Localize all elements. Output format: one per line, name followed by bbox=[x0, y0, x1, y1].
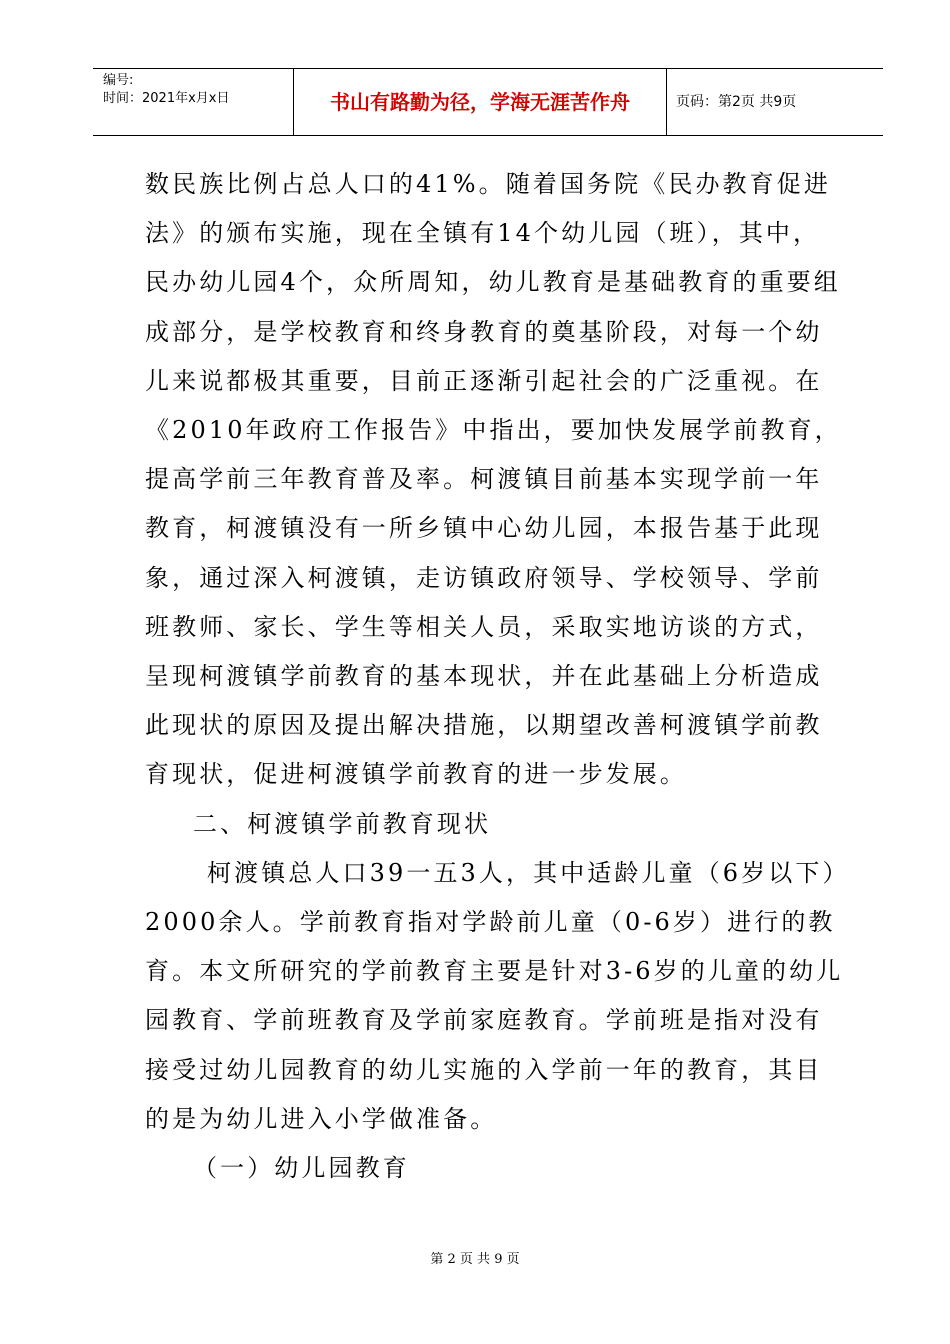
page-header bbox=[93, 68, 883, 136]
body-paragraph: 柯渡镇总人口39一五3人，其中适龄儿童（6岁以下）2000余人。学前教育指对学龄前儿童（0-6岁）进行的教育。本文所研究的学前教育主要是针对3-6岁的儿童的幼儿园教育、学前班教育及学前家庭教育。学前班是指对没有接受过幼儿园教育的幼儿实施的入学前一年的教育，其目的是为幼儿进入小学做准备。 bbox=[145, 858, 844, 1133]
document-time-label: 时间：2021年x月x日 bbox=[103, 91, 230, 106]
document-number-label: 编号: bbox=[103, 73, 134, 88]
page-footer: 第 2 页 共 9 页 bbox=[430, 1252, 520, 1267]
header-meta-cell bbox=[93, 69, 294, 135]
body-paragraph: 数民族比例占总人口的41%。随着国务院《民办教育促进法》的颁布实施，现在全镇有14个幼儿园（班），其中，民办幼儿园4个，众所周知，幼儿教育是基础教育的重要组成部分，是学校教育和终身教育的奠基阶段，对每一个幼儿来说都极其重要，目前正逐渐引起社会的广泛重视。在《2010年政府工作报告》中指出，要加快发展学前教育，提高学前三年教育普及率。柯渡镇目前基本实现学前一年教育，柯渡镇没有一所乡镇中心幼儿园，本报告基于此现象，通过深入柯渡镇，走访镇政府领导、学校领导、学前班教师、家长、学生等相关人员，采取实地访谈的方式，呈现柯渡镇学前教育的基本现状，并在此基础上分析造成此现状的原因及提出解决措施，以期望改善柯渡镇学前教育现状，促进柯渡镇学前教育的进一步发展。 bbox=[145, 170, 842, 789]
header-slogan: 书山有路勤为径，学海无涯苦作舟 bbox=[294, 69, 667, 135]
section-heading: 二、柯渡镇学前教育现状 bbox=[193, 809, 492, 838]
document-body bbox=[145, 160, 845, 1193]
subsection-heading: （一）幼儿园教育 bbox=[193, 1154, 410, 1183]
header-page-code: 页码：第2页 共9页 bbox=[676, 94, 797, 110]
